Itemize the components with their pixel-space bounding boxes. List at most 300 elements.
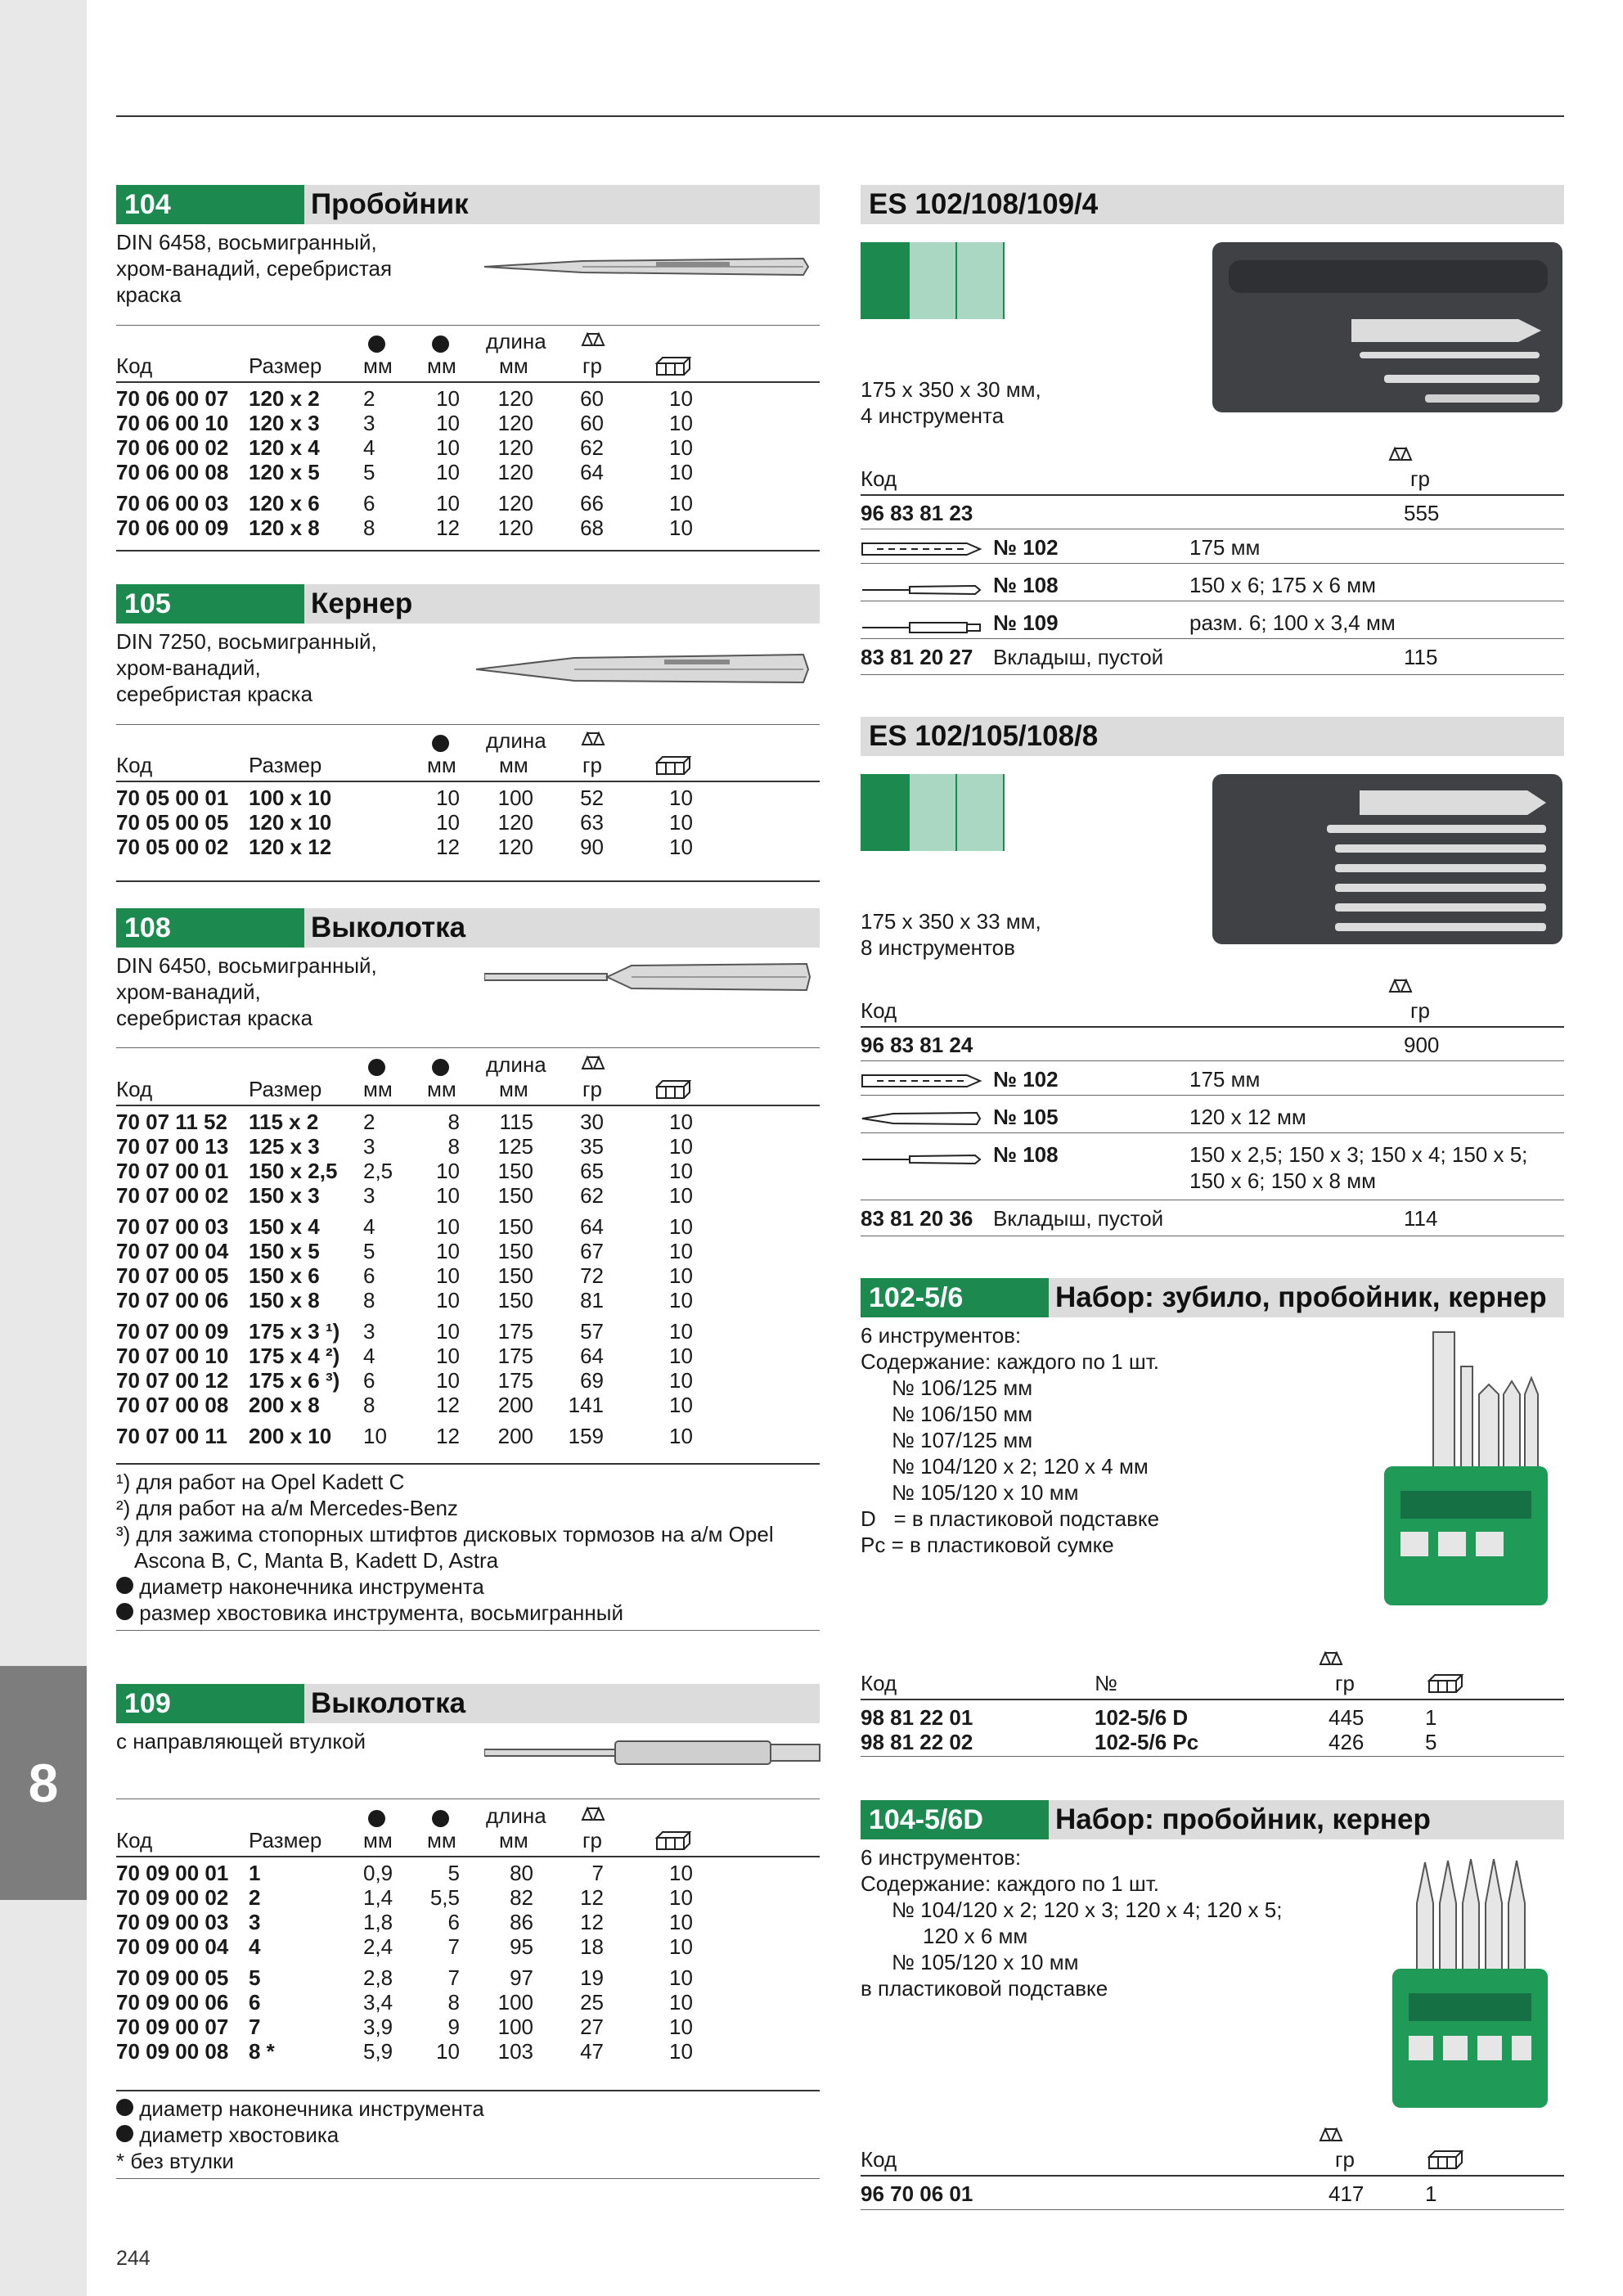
tip-diameter: 5 <box>363 1239 375 1263</box>
insert-row <box>861 645 1564 669</box>
size: 1 <box>249 1861 261 1885</box>
section-title: ES 102/108/109/4 <box>869 188 1099 220</box>
section-title: Набор: зубило, пробойник, кернер <box>1055 1281 1547 1313</box>
scale-icon <box>579 331 605 355</box>
article-code: 98 81 22 02 <box>861 1730 973 1754</box>
desc-line: серебристая краска <box>116 1006 313 1030</box>
desc-line: № 104/120 x 2; 120 x 4 мм <box>892 1454 1149 1479</box>
box-icon <box>654 1078 692 1105</box>
item-number: № 108 <box>993 573 1059 597</box>
desc-line: № 106/125 мм <box>892 1375 1033 1400</box>
table-header-row-2 <box>861 466 1564 491</box>
section-tab: 8 <box>0 1666 87 1900</box>
filled-circle-icon <box>116 2125 133 2142</box>
length: 86 <box>510 1910 533 1934</box>
article-code: 70 07 11 52 <box>116 1110 227 1134</box>
weight: 35 <box>580 1134 604 1159</box>
legend-item <box>116 1573 484 1600</box>
table-row <box>116 460 820 484</box>
length: 100 <box>497 1990 533 2015</box>
desc-line: D = в пластиковой подставке <box>861 1506 1160 1531</box>
tip-diameter: 8 <box>363 1288 375 1312</box>
center-punch-image <box>476 650 812 687</box>
size: 150 x 4 <box>249 1214 320 1239</box>
col-size: Размер <box>249 753 322 777</box>
length: 120 <box>497 386 533 411</box>
pack-qty: 10 <box>669 1393 693 1417</box>
table-row <box>861 1033 1564 1057</box>
footnote: * без втулки <box>116 2149 234 2173</box>
article-code: 70 06 00 08 <box>116 460 229 484</box>
desc-line: краска <box>116 282 182 307</box>
table-row <box>116 1965 820 1990</box>
weight: 62 <box>580 1183 604 1208</box>
tip-diameter: 0,9 <box>363 1861 393 1885</box>
color-swatch <box>908 774 957 851</box>
col-length: длина <box>486 329 546 353</box>
pack-qty: 10 <box>669 1861 693 1885</box>
col-mm: мм <box>363 353 393 378</box>
table-row <box>116 810 820 835</box>
size: 200 x 10 <box>249 1424 332 1448</box>
article-code: 70 05 00 02 <box>116 835 229 859</box>
section-header <box>861 1800 1564 1839</box>
article-code: 70 06 00 10 <box>116 411 229 435</box>
pack-qty: 1 <box>1425 2181 1437 2206</box>
pin-punch-image <box>484 959 812 997</box>
size: 120 x 10 <box>249 810 332 835</box>
col-mm: мм <box>499 353 528 378</box>
tip-diameter: 8 <box>363 515 375 540</box>
table-row <box>861 1705 1564 1730</box>
article-code: 70 07 00 09 <box>116 1319 229 1344</box>
table-header-row-2 <box>116 1828 820 1853</box>
shank-size: 10 <box>436 810 460 835</box>
col-size: Размер <box>249 353 322 378</box>
color-swatch <box>861 774 908 851</box>
table-rule <box>116 1463 820 1465</box>
pack-qty: 10 <box>669 1159 693 1183</box>
col-size: Размер <box>249 1828 322 1853</box>
table-rule <box>861 1095 1564 1096</box>
table-row <box>116 1183 820 1208</box>
weight: 81 <box>580 1288 604 1312</box>
col-length: длина <box>486 1052 546 1077</box>
pack-qty: 5 <box>1425 1730 1437 1754</box>
weight: 445 <box>1329 1705 1364 1730</box>
table-row <box>116 1885 820 1910</box>
table-rule <box>116 2178 820 2179</box>
size: 120 x 6 <box>249 491 320 515</box>
pin-punch-icon <box>861 1147 983 1172</box>
section-number: 104-5/6D <box>861 1800 1049 1839</box>
chisel-icon <box>861 1070 983 1095</box>
weight: 57 <box>580 1319 604 1344</box>
contents-row <box>861 610 1564 635</box>
tip-diameter: 8 <box>363 1393 375 1417</box>
tip-diameter: 2,8 <box>363 1965 393 1990</box>
desc-line: № 104/120 x 2; 120 x 3; 120 x 4; 120 x 5; <box>892 1898 1283 1922</box>
table-rule <box>116 724 820 725</box>
weight: 69 <box>580 1368 604 1393</box>
weight: 426 <box>1329 1730 1364 1754</box>
length: 200 <box>497 1393 533 1417</box>
table-header-row-2 <box>116 353 820 378</box>
col-code: Код <box>861 466 897 491</box>
length: 120 <box>497 810 533 835</box>
page-number: 244 <box>116 2247 151 2270</box>
article-code: 70 09 00 08 <box>116 2039 229 2064</box>
scale-icon <box>579 730 605 754</box>
desc-line: серебристая краска <box>116 682 313 706</box>
table-header-row-1 <box>116 728 820 753</box>
col-gr: гр <box>1410 998 1430 1023</box>
size: 120 x 8 <box>249 515 320 540</box>
pack-qty: 10 <box>669 835 693 859</box>
weight: 64 <box>580 1344 604 1368</box>
table-rule <box>861 1026 1564 1028</box>
shank-size: 10 <box>436 460 460 484</box>
filled-circle-icon <box>116 1577 133 1594</box>
col-gr: гр <box>1410 466 1430 491</box>
section-title: Пробойник <box>311 188 469 220</box>
size: 6 <box>249 1990 261 2015</box>
length: 125 <box>497 1134 533 1159</box>
weight: 12 <box>580 1910 604 1934</box>
legend-item <box>116 2096 484 2122</box>
shank-size: 10 <box>436 1183 460 1208</box>
table-header-row-2 <box>861 1671 1564 1695</box>
pack-qty: 10 <box>669 1990 693 2015</box>
section-title: Набор: пробойник, кернер <box>1055 1803 1431 1835</box>
table-row <box>116 435 820 460</box>
box-icon <box>654 754 692 781</box>
table-header-row-1 <box>116 329 820 353</box>
tray-dimensions <box>861 908 1041 961</box>
table-rule <box>116 1047 820 1048</box>
contents-row <box>861 1142 1564 1193</box>
desc-line: Содержание: каждого по 1 шт. <box>861 1871 1159 1896</box>
table-row <box>116 1910 820 1934</box>
pack-qty: 10 <box>669 1424 693 1448</box>
section-number: 109 <box>116 1684 304 1723</box>
size: 120 x 4 <box>249 435 320 460</box>
size: 120 x 3 <box>249 411 320 435</box>
tip-diameter: 4 <box>363 1344 375 1368</box>
table-row <box>116 1134 820 1159</box>
tip-diameter: 4 <box>363 435 375 460</box>
pack-qty: 10 <box>669 386 693 411</box>
col-code: Код <box>861 998 897 1023</box>
article-code: 70 05 00 01 <box>116 786 229 810</box>
section-set-102-5-6 <box>861 1278 1564 1754</box>
length: 120 <box>497 515 533 540</box>
col-mm: мм <box>427 353 456 378</box>
scale-icon <box>579 1054 605 1078</box>
length: 115 <box>499 1110 533 1134</box>
shank-size: 10 <box>436 435 460 460</box>
article-code: 70 09 00 03 <box>116 1910 229 1934</box>
table-row <box>116 1934 820 1959</box>
size: 150 x 8 <box>249 1288 320 1312</box>
pack-qty: 10 <box>669 435 693 460</box>
article-code: 70 09 00 07 <box>116 2015 229 2039</box>
article-code: 70 07 00 08 <box>116 1393 229 1417</box>
pack-qty: 10 <box>669 460 693 484</box>
length: 120 <box>497 491 533 515</box>
weight: 115 <box>1404 645 1438 669</box>
tip-diameter: 5,9 <box>363 2039 393 2064</box>
section-header <box>116 185 820 224</box>
length: 150 <box>497 1159 533 1183</box>
article-code: 70 07 00 11 <box>116 1424 227 1448</box>
shank-size: 10 <box>436 1214 460 1239</box>
tip-diameter: 6 <box>363 1263 375 1288</box>
pack-qty: 10 <box>669 1319 693 1344</box>
insert-row <box>861 1206 1564 1231</box>
box-icon <box>654 355 692 381</box>
section-title: Кернер <box>311 588 413 619</box>
size: 3 <box>249 1910 261 1934</box>
item-size: 175 мм <box>1189 1067 1261 1092</box>
pack-qty: 10 <box>669 515 693 540</box>
article-code: 70 09 00 05 <box>116 1965 229 1990</box>
table-row <box>861 1730 1564 1754</box>
pin-punch-icon <box>861 578 983 602</box>
table-rule <box>116 880 820 882</box>
table-rule <box>861 1060 1564 1061</box>
table-row <box>116 2039 820 2064</box>
length: 120 <box>497 411 533 435</box>
weight: 90 <box>580 835 604 859</box>
contents-row <box>861 1105 1564 1129</box>
sidebar-strip <box>0 0 87 2296</box>
shank-size: 8 <box>447 1990 460 2015</box>
desc-line: 4 инструмента <box>861 403 1005 428</box>
section-104 <box>116 185 820 540</box>
color-swatch <box>908 242 957 319</box>
length: 150 <box>497 1288 533 1312</box>
section-header <box>861 1278 1564 1317</box>
col-mm: мм <box>499 1828 528 1853</box>
color-swatch <box>955 774 1005 851</box>
size: 200 x 8 <box>249 1393 320 1417</box>
section-header <box>861 717 1564 756</box>
pack-qty: 10 <box>669 1183 693 1208</box>
tool-tray-image <box>1212 242 1562 412</box>
tip-diameter: 6 <box>363 1368 375 1393</box>
size: 2 <box>249 1885 261 1910</box>
size: 150 x 6 <box>249 1263 320 1288</box>
desc-line: № 105/120 x 10 мм <box>892 1480 1079 1505</box>
table-row <box>116 1393 820 1417</box>
table-rule <box>116 2090 820 2091</box>
table-rule <box>861 1132 1564 1133</box>
item-number: № 109 <box>993 610 1059 635</box>
article-code: 70 07 00 05 <box>116 1263 229 1288</box>
table-rule <box>861 2209 1564 2210</box>
footnote: Ascona B, C, Manta B, Kadett D, Astra <box>134 1548 499 1573</box>
table-rule <box>116 1105 820 1106</box>
table-row <box>116 411 820 435</box>
tip-diameter: 2,4 <box>363 1934 393 1959</box>
table-row <box>116 1319 820 1344</box>
color-swatch <box>955 242 1005 319</box>
table-row <box>116 1110 820 1134</box>
pack-qty: 10 <box>669 1910 693 1934</box>
col-mm: мм <box>363 1828 393 1853</box>
item-size: разм. 6; 100 x 3,4 мм <box>1189 610 1396 635</box>
desc-line: DIN 6458, восьмигранный, <box>116 230 377 254</box>
shank-size: 10 <box>436 1344 460 1368</box>
shank-size: 10 <box>436 491 460 515</box>
shank-size: 12 <box>436 1424 460 1448</box>
section-header <box>116 908 820 948</box>
table-row <box>116 1990 820 2015</box>
weight: 72 <box>580 1263 604 1288</box>
table-header-row-2 <box>116 1077 820 1101</box>
pack-qty: 10 <box>669 1110 693 1134</box>
col-length: длина <box>486 1803 546 1828</box>
table-row <box>116 1424 820 1448</box>
desc-line: № 107/125 мм <box>892 1428 1033 1452</box>
tray-dimensions <box>861 376 1041 429</box>
shank-size: 10 <box>436 1288 460 1312</box>
pack-qty: 10 <box>669 1239 693 1263</box>
tip-diameter: 1,4 <box>363 1885 393 1910</box>
item-number: № 105 <box>993 1105 1059 1129</box>
table-rule <box>861 1699 1564 1700</box>
length: 200 <box>497 1424 533 1448</box>
shank-size: 10 <box>436 1319 460 1344</box>
set-number: 102-5/6 D <box>1095 1705 1189 1730</box>
section-es-4 <box>861 185 1564 669</box>
shank-size: 8 <box>447 1110 460 1134</box>
table-row <box>116 1159 820 1183</box>
weight: 19 <box>580 1965 604 1990</box>
weight: 555 <box>1404 501 1440 525</box>
table-row <box>116 1861 820 1885</box>
weight: 7 <box>591 1861 604 1885</box>
table-rule <box>116 325 820 326</box>
shank-size: 10 <box>436 1159 460 1183</box>
section-title: Выколотка <box>311 1687 466 1719</box>
section-number: 105 <box>116 584 304 624</box>
box-icon <box>654 1830 692 1856</box>
article-code: 70 07 00 03 <box>116 1214 229 1239</box>
pack-qty: 10 <box>669 1288 693 1312</box>
section-number: 102-5/6 <box>861 1278 1049 1317</box>
article-code: 70 09 00 04 <box>116 1934 229 1959</box>
section-es-8 <box>861 717 1564 1231</box>
pack-qty: 10 <box>669 786 693 810</box>
center-punch-icon <box>861 1108 983 1132</box>
tip-diameter: 2,5 <box>363 1159 393 1183</box>
table-rule <box>861 1756 1564 1757</box>
weight: 52 <box>580 786 604 810</box>
col-code: Код <box>116 353 153 378</box>
col-size: Размер <box>249 1077 322 1101</box>
tip-diameter: 3 <box>363 1319 375 1344</box>
col-mm: мм <box>427 753 456 777</box>
pack-qty: 10 <box>669 1965 693 1990</box>
desc-line: № 105/120 x 10 мм <box>892 1950 1079 1974</box>
weight: 60 <box>580 411 604 435</box>
size: 115 x 2 <box>249 1110 319 1134</box>
filled-circle-icon <box>116 2099 133 2116</box>
desc-line: 175 x 350 x 30 мм, <box>861 377 1041 402</box>
shank-size: 10 <box>436 1368 460 1393</box>
guided-punch-image <box>484 1736 828 1769</box>
table-header-row-2 <box>861 2147 1564 2172</box>
item-number: № 102 <box>993 535 1059 560</box>
table-header-row-1 <box>861 443 1564 468</box>
length: 175 <box>497 1319 533 1344</box>
shank-size: 10 <box>436 1239 460 1263</box>
col-gr: гр <box>1335 2147 1355 2172</box>
weight: 63 <box>580 810 604 835</box>
size: 150 x 2,5 <box>249 1159 338 1183</box>
weight: 64 <box>580 1214 604 1239</box>
shank-size: 7 <box>447 1934 460 1959</box>
item-number: № 102 <box>993 1067 1059 1092</box>
length: 97 <box>510 1965 533 1990</box>
desc-line: 120 x 6 мм <box>923 1924 1028 1948</box>
section-109 <box>116 1684 820 2173</box>
table-row <box>116 1288 820 1312</box>
size: 125 x 3 <box>249 1134 320 1159</box>
section-header <box>116 1684 820 1723</box>
length: 150 <box>497 1214 533 1239</box>
length: 80 <box>510 1861 533 1885</box>
shank-size: 8 <box>447 1134 460 1159</box>
size: 5 <box>249 1965 261 1990</box>
section-number: 104 <box>116 185 304 224</box>
article-code: 83 81 20 27 <box>861 645 973 669</box>
tip-diameter: 3,4 <box>363 1990 393 2015</box>
table-row <box>116 1239 820 1263</box>
weight: 30 <box>580 1110 604 1134</box>
length: 100 <box>497 2015 533 2039</box>
pack-qty: 10 <box>669 491 693 515</box>
col-code: Код <box>861 1671 897 1695</box>
size: 7 <box>249 2015 261 2039</box>
table-header-row-1 <box>116 1803 820 1828</box>
desc-line: Содержание: каждого по 1 шт. <box>861 1349 1159 1374</box>
weight: 27 <box>580 2015 604 2039</box>
table-header-row-2 <box>116 753 820 777</box>
table-rule <box>861 494 1564 496</box>
weight: 60 <box>580 386 604 411</box>
table-rule <box>861 674 1564 675</box>
shank-size: 9 <box>447 2015 460 2039</box>
weight: 67 <box>580 1239 604 1263</box>
contents-row <box>861 535 1564 560</box>
shank-size: 10 <box>436 1263 460 1288</box>
filled-circle-icon <box>116 1603 133 1620</box>
table-rule <box>861 638 1564 639</box>
pack-qty: 10 <box>669 1934 693 1959</box>
table-row <box>116 2015 820 2039</box>
table-row <box>116 491 820 515</box>
desc-line: 175 x 350 x 33 мм, <box>861 909 1041 934</box>
shank-size: 10 <box>436 786 460 810</box>
weight: 12 <box>580 1885 604 1910</box>
legend-text: диаметр хвостовика <box>139 2123 339 2147</box>
insert-label: Вкладыш, пустой <box>993 1206 1164 1231</box>
desc-line: хром-ванадий, <box>116 979 261 1004</box>
desc-line: Pc = в пластиковой сумке <box>861 1533 1114 1557</box>
